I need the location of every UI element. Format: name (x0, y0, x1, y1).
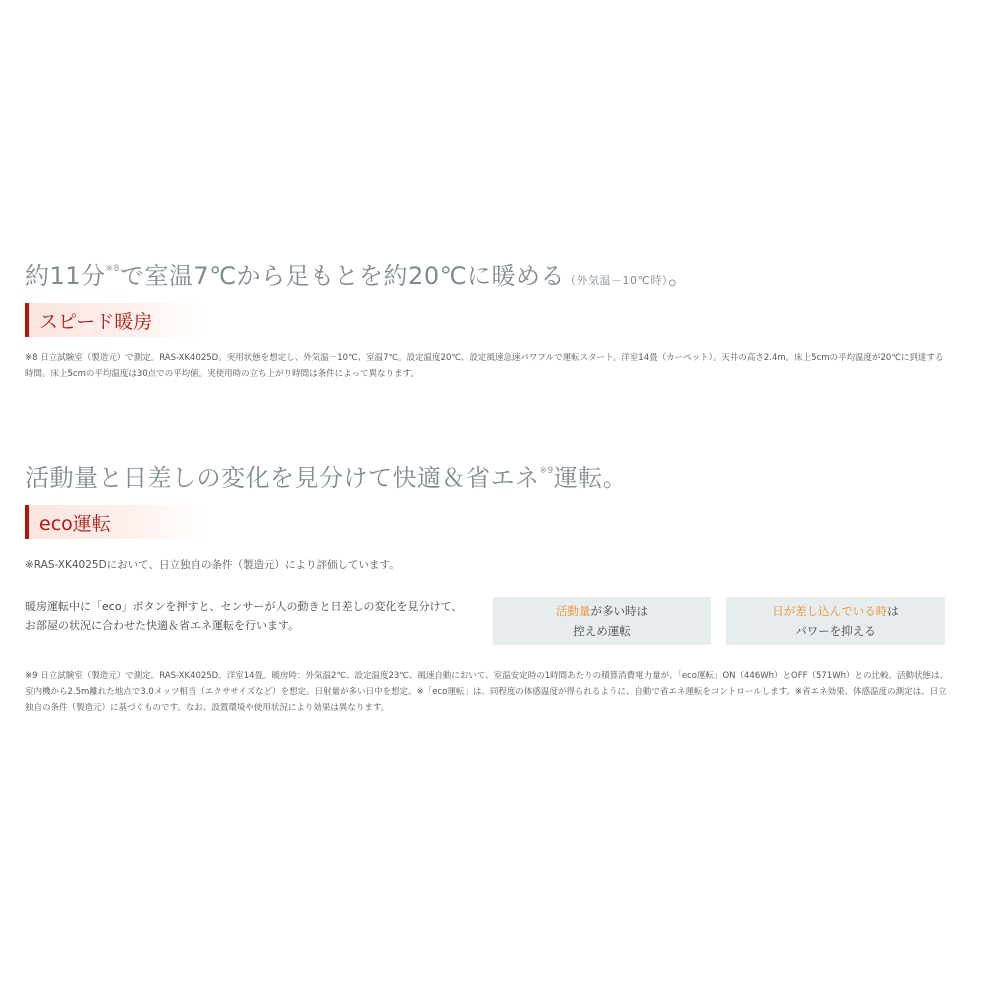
pill-line-2: パワーを抑える (795, 624, 876, 638)
model-note-block (25, 557, 950, 572)
pill-line-1 (726, 601, 945, 621)
pill-highlight: 活動量 (556, 604, 591, 618)
tag-label: eco運転 (39, 512, 111, 535)
headline-text: 活動量と日差しの変化を見分けて快適＆省エネ (25, 464, 540, 492)
footnote-8: ※8 日立試験室（製造元）で測定。RAS-XK4025D。実用状態を想定し、外気温－10℃、室温7℃。設定温度20℃、設定風速急速パワフルで運転スタート。洋室14畳（カーペット）。天井の高さ2.4m。床上5cmの平均温度が20℃に到達する時間。床上5cmの平均温度は30点での平均値。実使用時の立ち上がり時間は条件によって異なります。 (25, 353, 944, 379)
sunlight-pill (726, 597, 945, 645)
speed-heating-headline (25, 262, 950, 291)
pill-line-2: 控えめ運転 (573, 624, 631, 638)
eco-headline (25, 464, 950, 493)
headline-text: 運転。 (553, 464, 628, 492)
footnote-8-block (25, 350, 950, 382)
headline-text: で室温7℃から足もとを約20℃に暖める (119, 262, 566, 290)
headline-text: 約11分 (25, 262, 106, 290)
speed-heating-section (25, 262, 950, 291)
pill-text: が多い時は (590, 604, 648, 618)
eco-description: 暖房運転中に「eco」ボタンを押すと、センサーが人の動きと日差しの変化を見分けて、お部屋の状況に合わせた快適＆省エネ運転を行います。 (25, 600, 463, 632)
tag-label: スピード暖房 (39, 310, 153, 333)
model-note: ※RAS-XK4025Dにおいて、日立独自の条件（製造元）により評価しています。 (25, 559, 400, 571)
pill-highlight: 日が差し込んでいる時 (772, 604, 888, 618)
activity-pill (493, 597, 711, 645)
pill-text: は (887, 604, 899, 618)
eco-description-block (25, 597, 470, 635)
footnote-9-block (25, 668, 950, 716)
footnote-9: ※9 日立試験室（製造元）で測定。RAS-XK4025D。洋室14畳。暖房時：外気温2℃、設定温度23℃、風速自動において、室温安定時の1時間あたりの積算消費電力量が、「eco運転」ON（446Wh）とOFF（571Wh）との比較。活動状態は、室内機から2.5m離れた地点で3.0メッツ相当（エクササイズなど）を想定。日射量が多い日中を想定。※「eco運転」は、同程度の体感温度が得られるように、自動で省エネ運転をコントロールします。※省エネ効果、体感温度の測定は、日立独自の条件（製造元）に基づくものです。なお、設置環境や使用状況により効果は異なります。 (25, 671, 949, 713)
pill-line-1 (493, 601, 711, 621)
headline-condition: （外気温－10℃時） (565, 274, 668, 287)
eco-tag (25, 505, 209, 539)
headline-period: 。 (667, 262, 693, 290)
footnote-marker: ※9 (539, 466, 554, 476)
eco-section (25, 464, 950, 493)
speed-heating-tag (25, 303, 209, 337)
footnote-marker: ※8 (105, 264, 120, 274)
